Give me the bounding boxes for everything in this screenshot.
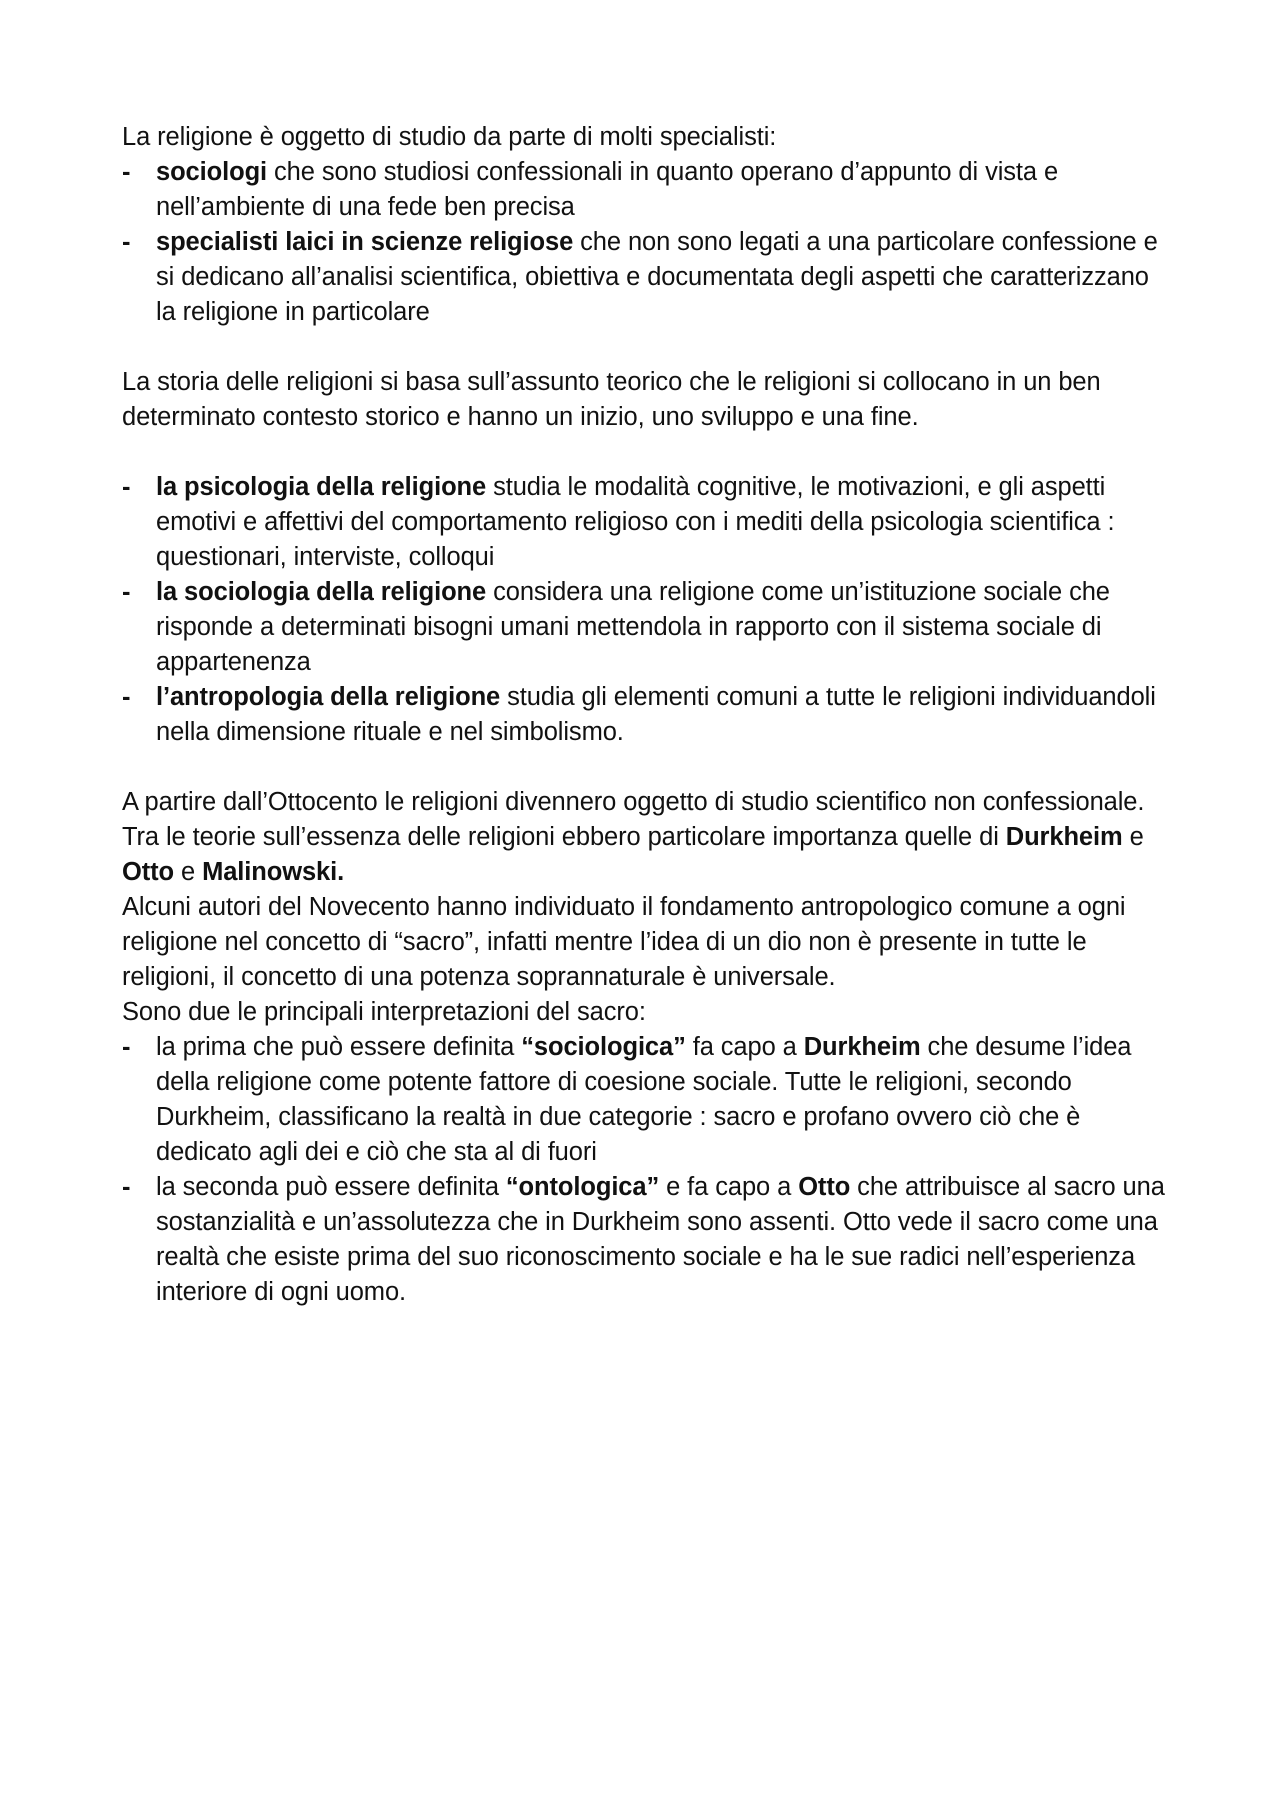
term-bold: la sociologia della religione [156, 578, 487, 606]
term-bold: l’antropologia della religione [156, 683, 501, 711]
dash-bullet: - [122, 683, 131, 711]
item-text: studia gli elementi comuni a tutte le religioni individuandoli nella dimensione rituale e nel simbolismo. [156, 683, 1156, 746]
spacer [122, 435, 1167, 470]
term-bold: specialisti laici in scienze religiose [156, 228, 574, 256]
item-text: considera una religione come un’istituzione sociale che risponde a determinati bisogni umani mettendola in rapporto con il sistema sociale di appartenenza [156, 578, 1110, 676]
dash-bullet: - [122, 228, 131, 256]
name-otto: Otto [122, 858, 174, 886]
dash-bullet: - [122, 1033, 131, 1061]
term-bold: sociologi [156, 158, 268, 186]
dash-bullet: - [122, 1173, 131, 1201]
dash-bullet: - [122, 473, 131, 501]
list-item [122, 680, 1167, 750]
list-item [122, 575, 1167, 680]
item-text: la seconda può essere definita [156, 1173, 506, 1201]
name-otto: Otto [798, 1173, 851, 1201]
term-bold: la psicologia della religione [156, 473, 487, 501]
paragraph-text: A partire dall’Ottocento le religioni divennero oggetto di studio scientifico non confessionale. Tra le teorie sull’essenza delle religioni ebbero particolare importanza quelle di [122, 788, 1145, 851]
history-paragraph: La storia delle religioni si basa sull’assunto teorico che le religioni si collocano in un ben determinato contesto storico e hanno un inizio, uno sviluppo e una fine. [122, 368, 1101, 431]
list-item [122, 155, 1167, 225]
intro-paragraph: La religione è oggetto di studio da parte di molti specialisti: [122, 123, 777, 151]
term-bold: “ontologica” [505, 1173, 660, 1201]
item-text: che non sono legati a una particolare confessione e si dedicano all’analisi scientifica, obiettiva e documentata degli aspetti che caratterizzano la religione in particolare [156, 228, 1158, 326]
name-malinowski: Malinowski. [202, 858, 345, 886]
novecento-paragraph: Alcuni autori del Novecento hanno individuato il fondamento antropologico comune a ogni religione nel concetto di “sacro”, infatti mentre l’idea di un dio non è presente in tutte le religioni, il concetto di una potenza soprannaturale è universale. [122, 893, 1126, 991]
conjunction: e [1122, 823, 1144, 851]
spacer [122, 330, 1167, 365]
document-page [122, 120, 1167, 1310]
name-durkheim: Durkheim [1005, 823, 1123, 851]
list-item [122, 470, 1167, 575]
item-text: che attribuisce al sacro una sostanzialità e un’assolutezza che in Durkheim sono assenti. Otto vede il sacro come una realtà che esiste prima del suo riconoscimento sociale e ha le sue radici nell’esperienza interiore di ogni uomo. [156, 1173, 1165, 1306]
specialists-list [122, 155, 1167, 330]
list-item [122, 1030, 1167, 1170]
interpretations-list [122, 1030, 1167, 1310]
list-item [122, 225, 1167, 330]
dash-bullet: - [122, 158, 131, 186]
item-text: studia le modalità cognitive, le motivazioni, e gli aspetti emotivi e affettivi del comportamento religioso con i mediti della psicologia scientifica : questionari, interviste, colloqui [156, 473, 1115, 571]
item-text: fa capo a [685, 1033, 804, 1061]
ottocento-paragraph [122, 785, 1167, 890]
item-text: che desume l’idea della religione come potente fattore di coesione sociale. Tutte le religioni, secondo Durkheim, classificano la realtà in due categorie : sacro e profano ovvero ciò che è dedicato agli dei e ciò che sta al di fuori [156, 1033, 1132, 1166]
dash-bullet: - [122, 578, 131, 606]
item-text: la prima che può essere definita [156, 1033, 522, 1061]
disciplines-list [122, 470, 1167, 750]
item-text: che sono studiosi confessionali in quanto operano d’appunto di vista e nell’ambiente di una fede ben precisa [156, 158, 1059, 221]
spacer [122, 750, 1167, 785]
term-bold: “sociologica” [521, 1033, 686, 1061]
interpretations-intro: Sono due le principali interpretazioni del sacro: [122, 998, 646, 1026]
name-durkheim: Durkheim [803, 1033, 921, 1061]
list-item [122, 1170, 1167, 1310]
conjunction: e [174, 858, 203, 886]
item-text: e fa capo a [659, 1173, 799, 1201]
